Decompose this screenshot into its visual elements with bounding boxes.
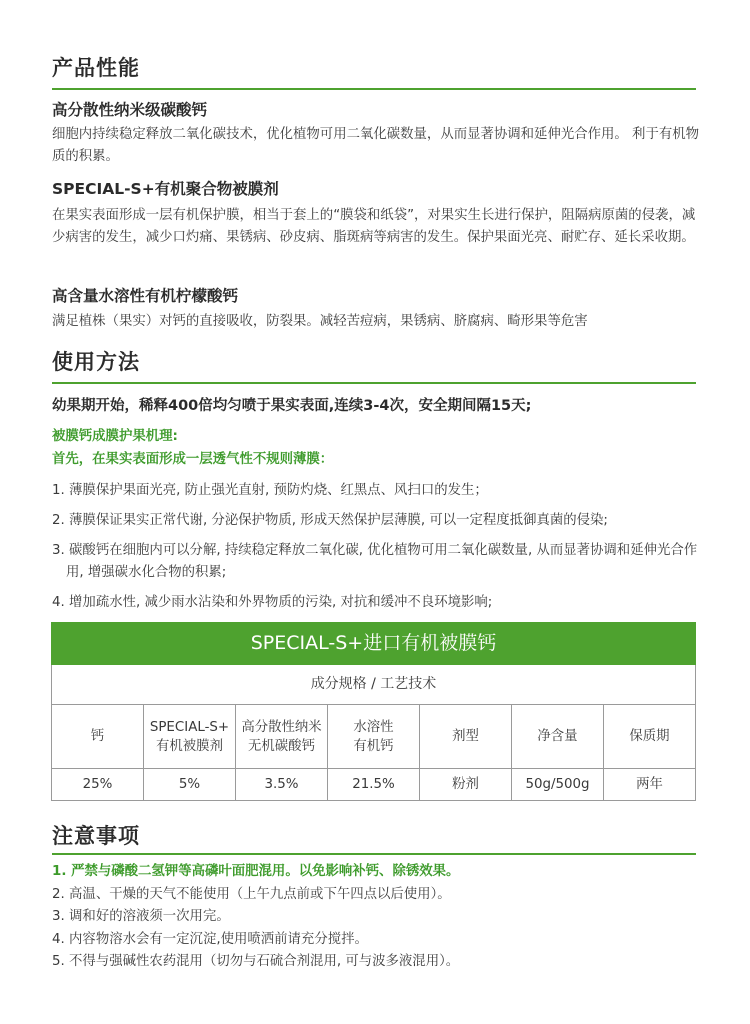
spec-value: 25% — [52, 769, 144, 801]
performance-heading-3: 高含量水溶性有机柠檬酸钙 — [52, 287, 239, 305]
performance-text-2: 在果实表面形成一层有机保护膜，相当于套上的“膜袋和纸袋”，对果实生长进行保护，阻隔病原菌的侵袭，减少病害的发生，减少口灼痛、果锈病、砂皮病、脂斑病等病害的发生。保护果面光亮、耐贮存、延长采收期。 — [52, 208, 696, 245]
list-item: 4. 增加疏水性, 减少雨水沾染和外界物质的污染, 对抗和缓冲不良环境影响; — [52, 595, 493, 610]
list-item: 4. 内容物溶水会有一定沉淀,使用喷洒前请充分搅拌。 — [52, 931, 368, 947]
spec-table-title: SPECIAL-S+进口有机被膜钙 — [52, 623, 696, 665]
list-item: 2. 高温、干燥的天气不能使用（上午九点前或下午四点以后使用）。 — [52, 886, 451, 902]
section-title-notes: 注意事项 — [52, 824, 140, 848]
spec-column-header: 保质期 — [604, 705, 696, 769]
spec-column-header: SPECIAL-S+ 有机被膜剂 — [144, 705, 236, 769]
list-item: 3. 碳酸钙在细胞内可以分解, 持续稳定释放二氧化碳, 优化植物可用二氧化碳数量, 从而显著协调和延伸光合作用, 增强碳水化合物的积累; — [52, 543, 698, 580]
section-divider — [52, 382, 696, 384]
spec-column-header: 高分散性纳米 无机碳酸钙 — [236, 705, 328, 769]
section-divider — [52, 853, 696, 855]
spec-table — [51, 622, 696, 801]
spec-value: 5% — [144, 769, 236, 801]
section-divider — [52, 88, 696, 90]
section-title-performance: 产品性能 — [52, 56, 140, 80]
spec-value: 两年 — [604, 769, 696, 801]
section-title-usage: 使用方法 — [52, 350, 140, 374]
list-item: 5. 不得与强碱性农药混用（切勿与石硫合剂混用, 可与波多液混用）。 — [52, 954, 460, 969]
performance-heading-1: 高分散性纳米级碳酸钙 — [52, 101, 208, 119]
mechanism-list — [52, 480, 702, 622]
spec-column-header: 净含量 — [512, 705, 604, 769]
spec-table-subtitle: 成分规格 / 工艺技术 — [52, 665, 696, 705]
performance-text-1: 细胞内持续稳定释放二氧化碳技术，优化植物可用二氧化碳数量，从而显著协调和延伸光合作用。 利于有机物质的积累。 — [52, 127, 700, 164]
notes-list — [52, 861, 702, 974]
spec-column-header: 剂型 — [420, 705, 512, 769]
list-item: 3. 调和好的溶液须一次用完。 — [52, 909, 230, 924]
spec-column-header: 水溶性 有机钙 — [328, 705, 420, 769]
spec-column-header: 钙 — [52, 705, 144, 769]
performance-heading-2: SPECIAL-S+有机聚合物被膜剂 — [52, 180, 279, 198]
spec-value: 粉剂 — [420, 769, 512, 801]
mechanism-title: 被膜钙成膜护果机理: — [52, 429, 178, 444]
list-item: 1. 薄膜保护果面光亮, 防止强光直射, 预防灼烧、红黑点、风扫口的发生； — [52, 483, 488, 498]
spec-value: 3.5% — [236, 769, 328, 801]
list-item-warning: 1. 严禁与磷酸二氢钾等高磷叶面肥混用。以免影响补钙、除锈效果。 — [52, 864, 460, 879]
mechanism-subtitle: 首先，在果实表面形成一层透气性不规则薄膜： — [52, 452, 334, 467]
spec-value: 50g/500g — [512, 769, 604, 801]
performance-text-3: 满足植株（果实）对钙的直接吸收，防裂果。减轻苦痘病，果锈病、脐腐病、畸形果等危害 — [52, 314, 588, 329]
usage-lead: 幼果期开始，稀释400倍均匀喷于果实表面,连续3-4次，安全期间隔15天; — [52, 398, 532, 414]
spec-value: 21.5% — [328, 769, 420, 801]
list-item: 2. 薄膜保证果实正常代谢, 分泌保护物质, 形成天然保护层薄膜, 可以一定程度抵御真菌的侵染; — [52, 513, 608, 528]
